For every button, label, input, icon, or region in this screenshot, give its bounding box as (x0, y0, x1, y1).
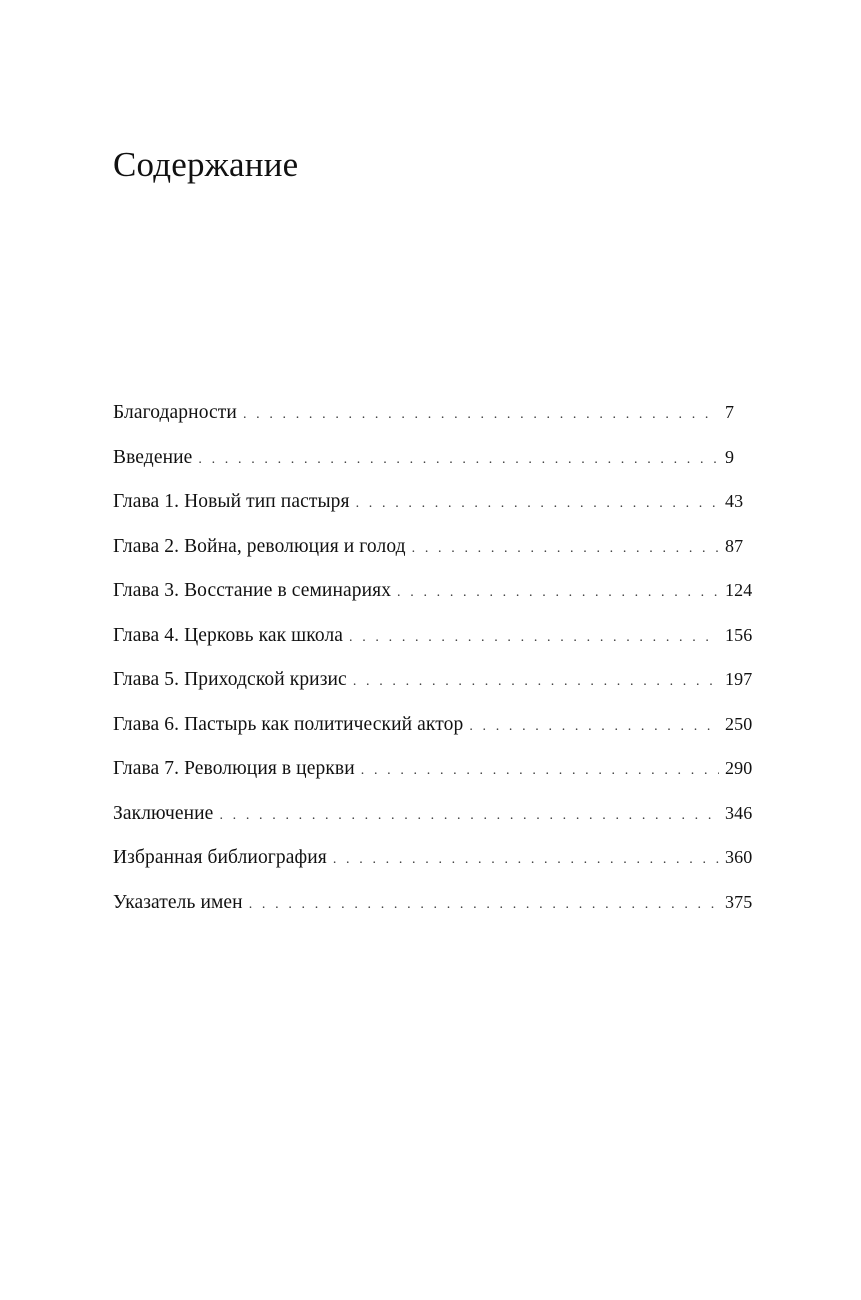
toc-entry[interactable] (113, 531, 765, 576)
dot-leader (349, 623, 719, 653)
toc-entry[interactable] (113, 397, 765, 442)
dot-leader (356, 489, 719, 519)
dot-leader (243, 400, 719, 430)
toc-entry[interactable] (113, 709, 765, 754)
toc-entry-label: Глава 2. Война, революция и голод (113, 535, 406, 557)
toc-entry[interactable] (113, 798, 765, 843)
dot-leader (219, 801, 719, 831)
toc-entry-label: Глава 5. Приходской кризис (113, 669, 347, 690)
page-title: Содержание (113, 145, 299, 184)
toc-entry-label: Введение (113, 446, 193, 468)
toc-entry[interactable] (113, 575, 765, 620)
toc-entry-page: 375 (725, 891, 753, 912)
toc-entry-label: Заключение (113, 802, 214, 824)
table-of-contents (113, 397, 765, 931)
dot-leader (469, 712, 719, 742)
toc-entry[interactable] (113, 486, 765, 531)
toc-entry-label: Избранная библиография (113, 847, 327, 868)
toc-entry-page: 360 (725, 847, 753, 867)
dot-leader (353, 667, 719, 697)
toc-entry-page: 156 (725, 624, 753, 645)
dot-leader (412, 534, 719, 564)
toc-entry-label: Благодарности (113, 402, 237, 423)
toc-entry-label: Глава 3. Восстание в семинариях (113, 580, 392, 601)
toc-entry-page: 87 (725, 535, 744, 556)
toc-entry-page: 43 (725, 491, 744, 511)
dot-leader (361, 756, 719, 786)
toc-entry-page: 290 (725, 758, 753, 778)
toc-entry-label: Глава 6. Пастырь как политический актор (113, 713, 464, 735)
toc-entry-label: Указатель имен (113, 891, 243, 913)
toc-entry[interactable] (113, 620, 765, 665)
toc-entry-label: Глава 1. Новый тип пастыря (113, 491, 350, 512)
toc-entry-page: 346 (725, 802, 753, 823)
toc-entry-page: 250 (725, 713, 753, 734)
toc-entry[interactable] (113, 753, 765, 798)
toc-entry-label: Глава 7. Революция в церкви (113, 758, 355, 779)
dot-leader (333, 845, 719, 875)
toc-entry[interactable] (113, 887, 765, 932)
toc-entry-page: 197 (725, 669, 753, 689)
dot-leader (198, 445, 719, 475)
dot-leader (397, 578, 719, 608)
toc-entry-page: 7 (725, 402, 735, 422)
toc-entry-label: Глава 4. Церковь как школа (113, 624, 344, 646)
toc-entry[interactable] (113, 442, 765, 487)
toc-entry[interactable] (113, 842, 765, 887)
toc-entry[interactable] (113, 664, 765, 709)
toc-entry-page: 9 (725, 446, 735, 467)
toc-entry-page: 124 (725, 580, 753, 600)
dot-leader (249, 890, 719, 920)
